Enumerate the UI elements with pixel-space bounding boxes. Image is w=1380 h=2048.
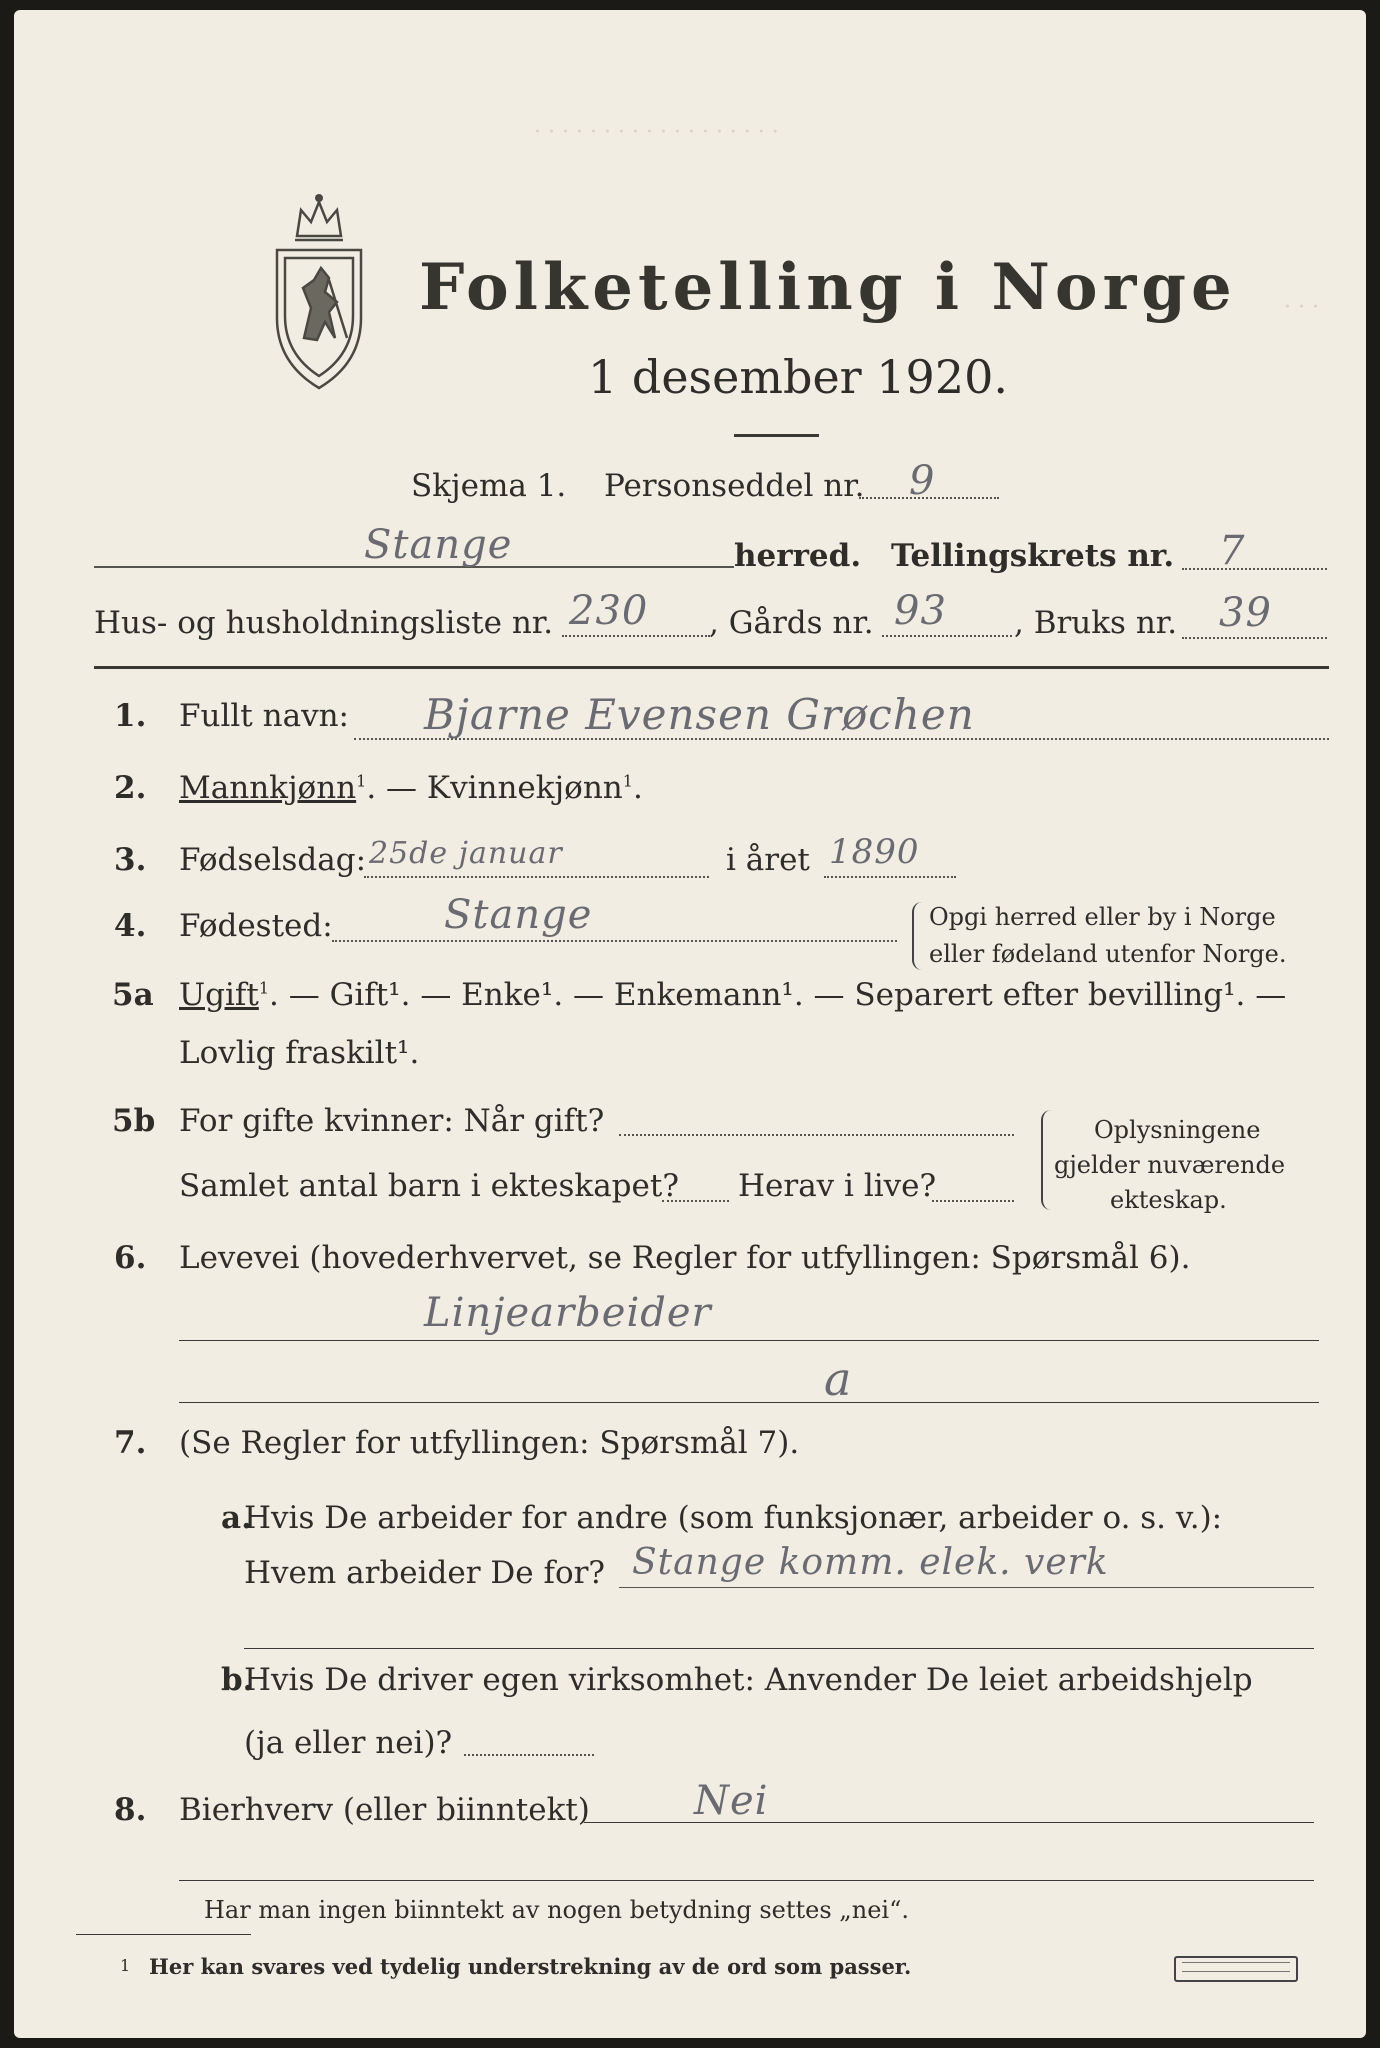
children-alive-label: Herav i live? [738,1168,937,1204]
gards-value[interactable]: 93 [894,588,947,634]
married-when-label: For gifte kvinner: Når gift? [179,1103,605,1139]
q5a-number: 5a [112,977,154,1013]
employer-value[interactable]: Stange komm. elek. verk [632,1542,1109,1583]
no-income-note: Har man ingen biinntekt av nogen betydning settes „nei“. [204,1896,909,1924]
birthdate-label: Fødselsdag: [179,842,367,878]
children-alive-field-line [932,1200,1014,1202]
gender-separator: . — [366,770,427,806]
herred-value[interactable]: Stange [364,522,513,568]
norway-coat-of-arms-icon [259,188,379,398]
gender-end: . [632,770,643,806]
bruks-label: , Bruks nr. [1014,605,1178,641]
marriage-note-line3: ekteskap. [1110,1186,1227,1214]
male-option[interactable]: Mannkjønn [179,770,357,806]
q5b-number: 5b [112,1103,156,1139]
tellingskrets-field-line [1182,568,1327,570]
q7-label: (Se Regler for utfyllingen: Spørsmål 7). [179,1425,800,1461]
birthplace-field-line [332,940,897,942]
birthplace-note-line2: eller fødeland utenfor Norge. [929,940,1287,968]
employer-line-2 [244,1648,1314,1649]
occupation-label: Levevei (hovederhvervet, se Regler for utfyllingen: Spørsmål 6). [179,1240,1191,1276]
hired-help-field-line [464,1754,594,1756]
q3-number: 3. [114,842,147,878]
occupation-line-2 [179,1402,1319,1403]
household-list-value[interactable]: 230 [569,588,649,634]
gards-label: , Gårds nr. [709,605,874,641]
census-date: 1 desember 1920. [588,350,1008,404]
unmarried-option[interactable]: Ugift [179,977,259,1013]
birthplace-note-line1: Opgi herred eller by i Norge [929,903,1276,931]
children-count-label: Samlet antal barn i ekteskapet? [179,1168,679,1204]
birth-year-value[interactable]: 1890 [829,832,920,872]
birthdate-value[interactable]: 25de januar [369,836,563,871]
side-income-value[interactable]: Nei [694,1778,769,1824]
schema-label: Skjema 1. [411,468,567,504]
occupation-code[interactable]: a [824,1352,853,1406]
q7b-text: Hvis De driver egen virksomhet: Anvender De leiet arbeidshjelp [244,1662,1253,1698]
birthplace-value[interactable]: Stange [444,892,593,938]
birth-year-field-line [824,876,956,878]
married-when-field-line [619,1134,1014,1136]
marital-status-options: Ugift$^1$. — Gift¹. — Enke¹. — Enkemann¹. — Separert efter bevilling¹. — [179,977,1287,1013]
side-income-line-2 [179,1880,1314,1881]
q7a-letter: a. [221,1500,252,1536]
q7-number: 7. [114,1425,147,1461]
herred-label: herred. [734,538,862,574]
birthplace-note-bracket [912,902,924,970]
full-name-value[interactable]: Bjarne Evensen Grøchen [424,690,975,739]
marital-other-options[interactable]: . — Gift¹. — Enke¹. — Enkemann¹. — Separert efter bevilling¹. — [269,977,1287,1013]
employer-label: Hvem arbeider De for? [244,1555,606,1591]
household-list-field-line [562,635,710,637]
birthplace-label: Fødested: [179,908,333,944]
tellingskrets-value[interactable]: 7 [1219,528,1246,574]
marriage-note-line1: Oplysningene [1094,1116,1261,1144]
occupation-line-1 [179,1340,1319,1341]
gender-options: Mannkjønn$^1$. — Kvinnekjønn$^1$. [179,770,643,806]
marriage-note-bracket [1041,1110,1053,1210]
census-form-page [14,10,1366,2038]
form-title: Folketelling i Norge [419,250,1237,325]
header-divider [94,666,1329,669]
marriage-note-line2: gjelder nuværende [1054,1151,1286,1179]
q1-number: 1. [114,698,147,734]
occupation-value[interactable]: Linjearbeider [424,1290,712,1336]
q8-number: 8. [114,1792,147,1828]
birth-year-label: i året [726,842,810,878]
female-option[interactable]: Kvinnekjønn [426,770,623,806]
footnote-mark: 1 [120,1956,131,1975]
q6-number: 6. [114,1240,147,1276]
q7a-text: Hvis De arbeider for andre (som funksjonær, arbeider o. s. v.): [244,1500,1223,1536]
personseddel-label: Personseddel nr. [604,468,865,504]
personseddel-value[interactable]: 9 [909,458,936,504]
footnote-text: Her kan svares ved tydelig understrekning av de ord som passer. [149,1954,912,1979]
show-through-text: · · · · · · · · · · · · · · · · · · [534,120,779,145]
birthdate-field-line [364,876,709,878]
bruks-field-line [1182,637,1327,639]
q7b-letter: b. [221,1662,254,1698]
employer-field-line [619,1587,1314,1588]
gards-field-line [882,635,1012,637]
footnote-divider [76,1934,251,1935]
children-count-field-line [662,1200,729,1202]
title-divider [734,434,819,437]
q2-number: 2. [114,770,147,806]
tellingskrets-label: Tellingskrets nr. [891,538,1175,574]
q4-number: 4. [114,908,147,944]
household-list-label: Hus- og husholdningsliste nr. [94,605,554,641]
bruks-value[interactable]: 39 [1219,590,1272,636]
side-income-label: Bierhverv (eller biinntekt) [179,1792,590,1828]
divorced-option[interactable]: Lovlig fraskilt¹. [179,1035,420,1071]
full-name-label: Fullt navn: [179,698,349,734]
show-through-text: · · · [1284,295,1319,320]
printer-stamp-icon [1174,1956,1298,1982]
hired-help-label: (ja eller nei)? [244,1725,453,1761]
